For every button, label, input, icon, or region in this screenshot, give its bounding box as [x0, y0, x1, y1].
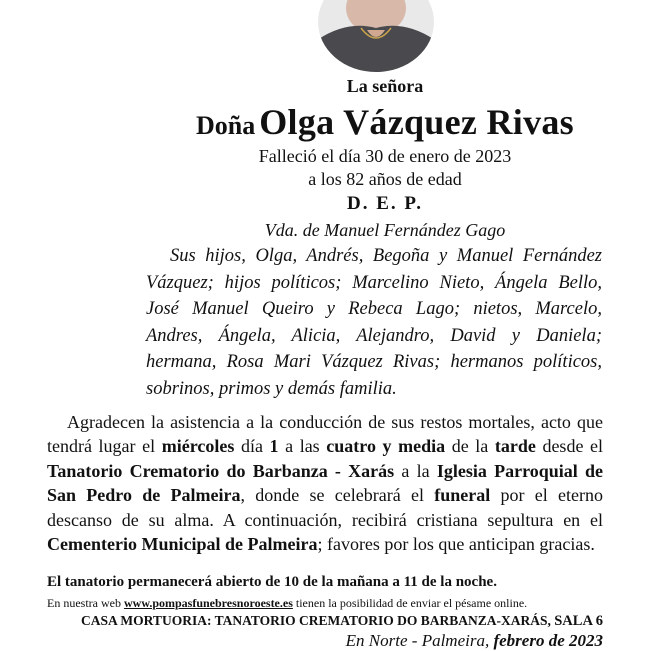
deceased-portrait: [317, 0, 435, 72]
website-link[interactable]: www.pompasfunebresnoroeste.es: [123, 596, 293, 610]
service-day-number: 1: [269, 436, 279, 457]
web-suffix: tienen la posibilidad de enviar el pésame online.: [292, 596, 528, 610]
place-label: En Norte - Palmeira,: [345, 631, 494, 650]
announcement-text: a la: [394, 460, 437, 481]
title-prefix: La señora: [346, 76, 424, 96]
casa-mortuoria: [81, 613, 603, 630]
announcement-paragraph: [47, 410, 603, 556]
web-prefix: En nuestra web: [47, 596, 124, 610]
church-location: Iglesia Parroquial de San Pedro de Palmeira: [47, 460, 603, 506]
portrait-photo: [317, 0, 435, 72]
cemetery-location: Cementerio Municipal de Palmeira: [47, 534, 318, 555]
origin-location: Tanatorio Crematorio do Barbanza - Xarás: [47, 460, 395, 481]
announcement-text: desde el: [535, 436, 604, 457]
service-period: tarde: [494, 436, 536, 457]
place-date: [346, 631, 603, 651]
dep-line: D. E. P.: [346, 193, 423, 214]
announcement-text: a las: [278, 436, 327, 457]
announcement-text: , donde se celebrará el: [240, 485, 435, 506]
service-time: cuatro y media: [326, 436, 446, 457]
sala-number: SALA 6: [554, 613, 603, 629]
web-notice: [47, 596, 527, 611]
announcement-text: Agradecen la asistencia a la conducción de sus restos mortales, acto que tendrá lugar el: [47, 412, 603, 457]
announcement-text: día: [234, 436, 270, 457]
age-at-death: a los 82 años de edad: [308, 169, 462, 189]
announcement-text: de la: [445, 436, 495, 457]
death-date: Falleció el día 30 de enero de 2023: [258, 146, 512, 166]
casa-mortuoria-label: CASA MORTUORIA: TANATORIO CREMATORIO DO BARBANZA-XARÁS,: [81, 613, 555, 628]
deceased-name: Olga Vázquez Rivas: [259, 102, 574, 142]
announcement-text: por el eterno descanso de su alma. A continuación, recibirá cristiana sepultura en el: [47, 485, 603, 530]
funeral-label: funeral: [434, 485, 491, 506]
tanatorio-hours: El tanatorio permanecerá abierto de 10 de la mañana a 11 de la noche.: [47, 574, 497, 590]
deceased-name-line: [0, 101, 650, 143]
announcement-text: ; favores por los que anticipan gracias.: [317, 534, 595, 555]
widow-of: Vda. de Manuel Fernández Gago: [264, 220, 506, 240]
relatives-paragraph: Sus hijos, Olga, Andrés, Begoña y Manuel Fernández Vázquez; hijos políticos; Marcelino Nieto, Ángela Bello, José Manuel Queiro y Rebeca Lago; nietos, Marcelo, Andres, Ángela, Alicia, Alejandro, David y Daniela; hermana, Rosa Mari Vázquez Rivas; hermanos políticos, sobrinos, primos y demás familia.: [146, 246, 602, 399]
service-day: miércoles: [161, 436, 235, 457]
date-label: febrero de 2023: [493, 631, 603, 650]
honorific: Doña: [196, 111, 256, 140]
